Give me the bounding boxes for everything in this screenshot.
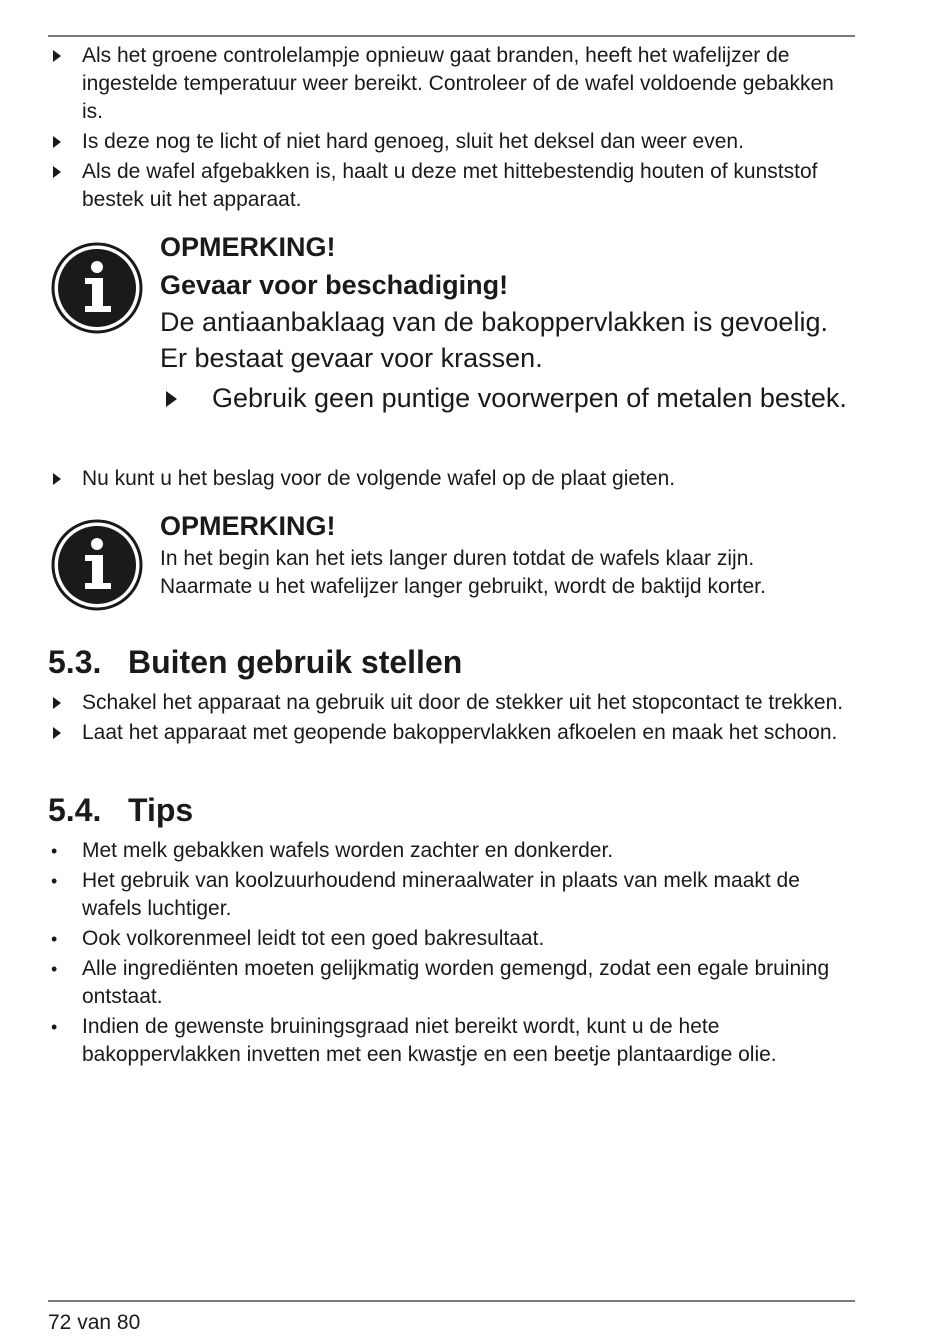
note-text: In het begin kan het iets langer duren totdat de wafels klaar zijn. Naarmate u het wafelijzer langer gebruikt, wordt de baktijd korter. [160, 547, 766, 598]
bottom-rule [48, 1300, 855, 1302]
list-item: • Indien de gewenste bruiningsgraad niet bereikt wordt, kunt u de hete bakoppervlakken invetten met een kwastje en een beetje plantaardige olie. [51, 1015, 777, 1066]
list-item: Is deze nog te licht of niet hard genoeg, sluit het deksel dan weer even. [48, 128, 858, 156]
list-item: Als de wafel afgebakken is, haalt u deze met hittebestendig houten of kunststof bestek uit het apparaat. [48, 158, 858, 214]
bullet-dot: • [51, 929, 58, 949]
bullet-dot: • [51, 1017, 58, 1037]
note-body [160, 228, 850, 416]
top-bullet-list [48, 42, 858, 216]
tips-list [48, 837, 858, 1071]
section-heading-5-4 [48, 790, 193, 830]
section-number: 5.3. [48, 644, 102, 680]
triangle-bullet-icon [53, 136, 61, 148]
list-item: • Het gebruik van koolzuurhoudend mineraalwater in plaats van melk maakt de wafels luchtiger. [51, 869, 800, 920]
note-bullet: Gebruik geen puntige voorwerpen of metalen bestek. [160, 380, 850, 416]
section-title: Buiten gebruik stellen [128, 644, 463, 680]
triangle-bullet-icon [53, 166, 61, 178]
page-number: 72 van 80 [48, 1311, 141, 1334]
list-item: Nu kunt u het beslag voor de volgende wafel op de plaat gieten. [48, 465, 858, 493]
note-title: OPMERKING! [160, 511, 336, 541]
list-item: • Met melk gebakken wafels worden zachter en donkerder. [48, 837, 858, 865]
section-heading-5-3 [48, 642, 462, 682]
triangle-bullet-icon [166, 391, 177, 407]
triangle-bullet-icon [53, 697, 61, 709]
triangle-bullet-icon [53, 727, 61, 739]
section-number: 5.4. [48, 792, 102, 828]
list-item: • Alle ingrediënten moeten gelijkmatig worden gemengd, zodat een egale bruining ontstaat. [51, 957, 830, 1008]
list-item: • Ook volkorenmeel leidt tot een goed bakresultaat. [48, 925, 858, 953]
bullet-dot: • [51, 871, 58, 891]
triangle-bullet-icon [53, 473, 61, 485]
middle-bullet-list [48, 465, 858, 495]
bullet-dot: • [51, 841, 58, 861]
list-item: Als het groene controlelampje opnieuw gaat branden, heeft het wafelijzer de ingestelde temperatuur weer bereikt. Controleer of de wafel voldoende gebakken is. [48, 42, 858, 126]
note-title: OPMERKING! [160, 232, 336, 262]
info-icon [51, 519, 143, 611]
top-rule [48, 35, 855, 37]
bullet-dot: • [51, 959, 58, 979]
note-subtitle: Gevaar voor beschadiging! [160, 270, 509, 300]
list-item: Schakel het apparaat na gebruik uit door de stekker uit het stopcontact te trekken. [48, 689, 858, 717]
section-title: Tips [128, 792, 194, 828]
info-icon [51, 242, 143, 334]
note-body [160, 507, 850, 601]
note-text: De antiaanbaklaag van de bakoppervlakken is gevoelig. Er bestaat gevaar voor krassen. [160, 307, 828, 373]
section-5-3-list [48, 689, 858, 749]
triangle-bullet-icon [53, 50, 61, 62]
list-item: Laat het apparaat met geopende bakoppervlakken afkoelen en maak het schoon. [48, 719, 858, 747]
